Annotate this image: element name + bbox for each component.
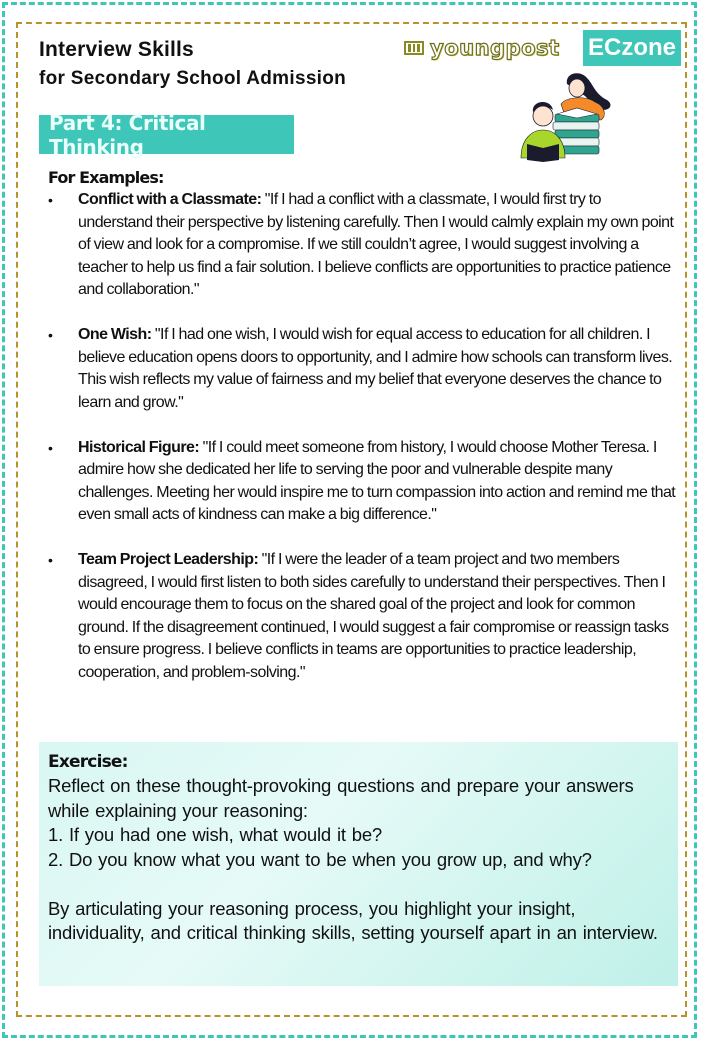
bullet-icon: •	[48, 552, 53, 568]
girl-face	[569, 79, 585, 97]
example-text: "If I could meet someone from history, I would choose Mother Teresa. I admire how she dedicated her life to serving the poor and vulnerable despite many challenges. Meeting her would inspire me to turn compassion into action and remind me that even small acts of kindness can make a big difference."	[78, 438, 676, 523]
example-text: "If I had a conflict with a classmate, I would first try to understand their perspective by listening carefully. Then I would calmly explain my own point of view and look for a compromise. If we still couldn’t agree, I would suggest involving a teacher to help us find a fair solution. I believe conflicts are opportunities to practice patience and collaboration."	[78, 191, 674, 298]
book-3	[555, 130, 599, 138]
example-term: One Wish:	[78, 326, 152, 343]
example-text: "If I had one wish, I would wish for equal access to education for all children. I believe education opens doors to opportunity, and I admire how schools can transform lives. This wish reflects my value of fairness and my belief that everyone deserves the chance to learn and grow."	[78, 326, 673, 411]
youngpost-logo	[404, 36, 560, 60]
example-term: Conflict with a Classmate:	[78, 191, 262, 208]
boy-face	[533, 106, 553, 126]
example-item	[48, 437, 678, 527]
page-subtitle: for Secondary School Admission	[39, 68, 347, 89]
exercise-intro: Reflect on these thought-provoking questions and prepare your answers while explaining your reasoning:	[48, 775, 634, 821]
bullet-icon: •	[48, 327, 53, 343]
example-text: "If I were the leader of a team project and two members disagreed, I would first listen to both sides carefully to understand their perspectives. Then I would encourage them to focus on the shared goal of the project and look for common ground. If the disagreement continued, I would suggest a fair compromise or reassign tasks to ensure progress. I believe conflicts in teams are opportunities to practice leadership, cooperation, and problem-solving."	[78, 551, 669, 681]
bullet-icon: •	[48, 439, 53, 456]
example-term: Team Project Leadership:	[78, 551, 259, 568]
newspaper-columns-icon	[404, 41, 424, 55]
youngpost-logo-text: youngpost	[430, 36, 560, 60]
example-item	[48, 549, 678, 684]
example-term: Historical Figure:	[78, 438, 200, 456]
exercise-question: 1. If you had one wish, what would it be?	[48, 824, 383, 845]
exercise-title: Exercise:	[48, 752, 128, 772]
examples-label: For Examples:	[48, 168, 164, 187]
exercise-question: 2. Do you know what you want to be when you grow up, and why?	[48, 848, 592, 870]
exercise-box	[39, 742, 678, 986]
bullet-icon: •	[48, 192, 53, 208]
example-item	[48, 189, 678, 302]
students-reading-books-illustration	[515, 70, 630, 162]
exercise-spacer	[48, 872, 669, 897]
exercise-conclusion: By articulating your reasoning process, you highlight your insight, individuality, and critical thinking skills, setting yourself apart in an interview.	[48, 897, 658, 943]
book-2	[553, 122, 599, 130]
example-item	[48, 324, 678, 414]
section-heading: Part 4: Critical Thinking	[39, 115, 294, 154]
eczone-logo: ECzone	[583, 30, 681, 66]
example-list	[48, 189, 678, 707]
page-title: Interview Skills	[39, 38, 194, 61]
